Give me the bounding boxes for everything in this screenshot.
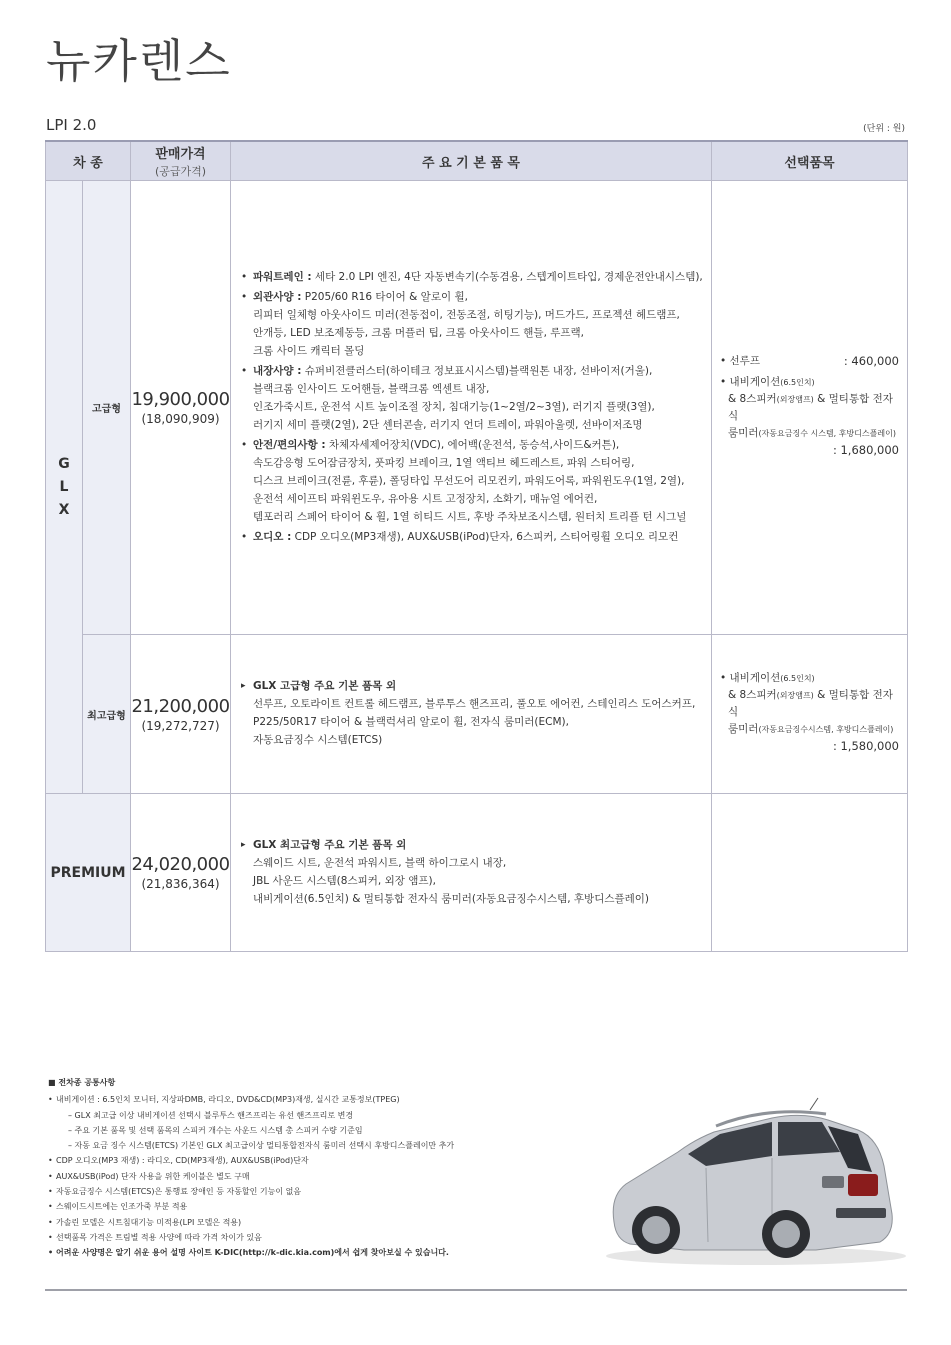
feature-item: • 외관사양 : P205/60 R16 타이어 & 알로이 휠, 리피터 일체형 아웃사이드 미러(전동접이, 전동조절, 히팅기능), 머드가드, 프로젝션 헤드램프, 안개등, LED 보조제동등, 크롬 머플러 팁, 크롬 아웃사이드 핸들, 루프랙, 크롬 사이드 캐릭터 몰딩: [241, 288, 703, 360]
options-cell: [712, 635, 908, 794]
note-item: • 가솔린 모델은 시트침대기능 미적용(LPI 모델은 적용): [48, 1215, 588, 1230]
bottom-divider: [45, 1289, 907, 1291]
notes-title: ■ 전차종 공통사항: [48, 1078, 116, 1087]
note-item: – GLX 최고급 이상 내비게이션 선택시 블루투스 핸즈프리는 유선 핸즈프리로 변경: [68, 1110, 354, 1120]
table-row: [46, 181, 908, 635]
price-cell: [131, 181, 231, 635]
header-options: 선택품목: [712, 141, 908, 181]
feature-item: ▸ GLX 고급형 주요 기본 품목 외 선루프, 오토라이트 컨트롤 헤드램프, 블루투스 핸즈프리, 풀오토 에어컨, 스테인리스 도어스커프, P225/50R17 타이어 & 블랙럭셔리 알로이 휠, 전자식 룸미러(ECM), 자동요금징수 시스템(ETCS): [241, 677, 703, 749]
header-features: 주 요 기 본 품 목: [231, 141, 712, 181]
note-item: • CDP 오디오(MP3 재생) : 라디오, CD(MP3재생), AUX&USB(iPod)단자: [48, 1153, 588, 1168]
sale-price: 24,020,000: [131, 854, 230, 875]
unit-note: (단위 : 원): [863, 124, 905, 134]
price-cell: [131, 794, 231, 952]
features-cell: [231, 794, 712, 952]
option-item: • 내비게이션(6.5인치) & 8스피커(외장앰프) & 멀티통합 전자식 룸미러(자동요금징수시스템, 후방디스플레이) : 1,580,000: [720, 671, 899, 753]
feature-item: • 안전/편의사항 : 차체자세제어장치(VDC), 에어백(운전석, 동승석,사이드&커튼), 속도감응형 도어잠금장치, 풋파킹 브레이크, 1열 액티브 헤드레스트, 파워 스티어링, 디스크 브레이크(전륜, 후륜), 폴딩타입 무선도어 리모컨키, 파워도어록, 파워윈도우(1열, 2열), 운전석 세이프티 파워윈도우, 유아용 시트 고정장치, 소화기, 매뉴얼 에어컨, 템포러리 스페어 타이어 & 휠, 1열 히티드 시트, 후방 주차보조시스템, 원터치 트리플 턴 시그널: [241, 436, 703, 526]
page-title: 뉴카렌스: [46, 34, 232, 88]
note-item: • AUX&USB(iPod) 단자 사용을 위한 케이블은 별도 구매: [48, 1169, 588, 1184]
table-header-row: [46, 141, 908, 181]
note-item: • 내비게이션 : 6.5인치 모니터, 지상파DMB, 라디오, DVD&CD(MP3)재생, 실시간 교통정보(TPEG): [48, 1092, 588, 1107]
option-item: • 선루프 : 460,000: [720, 353, 899, 368]
feature-item: • 파워트레인 : 세타 2.0 LPI 엔진, 4단 자동변속기(수동겸용, 스텝게이트타입, 경제운전안내시스템),: [241, 268, 703, 286]
note-item: – 주요 기본 품목 및 선택 품목의 스피커 개수는 사운드 시스템 총 스피커 수량 기준임: [68, 1125, 363, 1135]
feature-item: • 오디오 : CDP 오디오(MP3재생), AUX&USB(iPod)단자, 6스피커, 스티어링휠 오디오 리모컨: [241, 528, 703, 546]
header-price: 판매가격 (공급가격): [131, 141, 231, 181]
note-item: • 선택품목 가격은 트림별 적용 사양에 따라 가격 차이가 있음: [48, 1230, 588, 1245]
feature-item: ▸ GLX 최고급형 주요 기본 품목 외 스웨이드 시트, 운전석 파워시트, 블랙 하이그로시 내장, JBL 사운드 시스템(8스피커, 외장 앰프), 내비게이션(6.5인치) & 멀티통합 전자식 룸미러(자동요금징수시스템, 후방디스플레이): [241, 836, 703, 908]
supply-price: (19,272,727): [141, 718, 220, 733]
features-cell: [231, 635, 712, 794]
features-cell: [231, 181, 712, 635]
common-notes: [48, 1075, 588, 1261]
grade-label: 최고급형: [83, 635, 131, 794]
grade-label: 고급형: [83, 181, 131, 635]
note-item: • 스웨이드시트에는 인조가죽 부분 적용: [48, 1199, 588, 1214]
feature-item: • 내장사양 : 슈퍼비젼클러스터(하이테크 정보표시시스템)블랙원톤 내장, 선바이저(거울), 블랙크롬 인사이드 도어핸들, 블랙크롬 엑센트 내장, 인조가죽시트, 운전석 시트 높이조절 장치, 침대기능(1~2열/2~3열), 러기지 플랫(3열), 러기지 세미 플랫(2열), 2단 센터콘솔, 러기지 언더 트레이, 파워아울렛, 선바이저조명: [241, 362, 703, 434]
grade-label-premium: PREMIUM: [46, 794, 131, 952]
header-trim: 차 종: [46, 141, 131, 181]
glx-label: G L X: [46, 181, 83, 794]
engine-subtitle: LPI 2.0: [46, 116, 97, 134]
option-item: • 내비게이션(6.5인치) & 8스피커(외장앰프) & 멀티통합 전자식 룸미러(자동요금징수 시스템, 후방디스플레이) : 1,680,000: [720, 375, 899, 457]
note-item: – 자동 요금 징수 시스템(ETCS) 기본인 GLX 최고급이상 멀티통합전자식 룸미러 선택시 후방디스플레이만 추가: [68, 1141, 455, 1151]
options-cell: [712, 181, 908, 635]
sale-price: 21,200,000: [131, 695, 230, 717]
sale-price: 19,900,000: [131, 389, 230, 410]
car-image: [596, 1096, 908, 1268]
supply-price: (18,090,909): [141, 412, 220, 426]
price-cell: [131, 635, 231, 794]
supply-price: (21,836,364): [141, 877, 220, 891]
note-item: • 자동요금징수 시스템(ETCS)은 통행료 장애인 등 자동할인 기능이 없음: [48, 1184, 588, 1199]
price-table: [45, 140, 908, 952]
note-item: • 어려운 사양명은 알기 쉬운 용어 설명 사이트 K-DIC(http://k-dic.kia.com)에서 쉽게 찾아보실 수 있습니다.: [48, 1245, 588, 1260]
table-row: [46, 794, 908, 952]
options-cell-empty: [712, 794, 908, 952]
table-row: [46, 635, 908, 794]
